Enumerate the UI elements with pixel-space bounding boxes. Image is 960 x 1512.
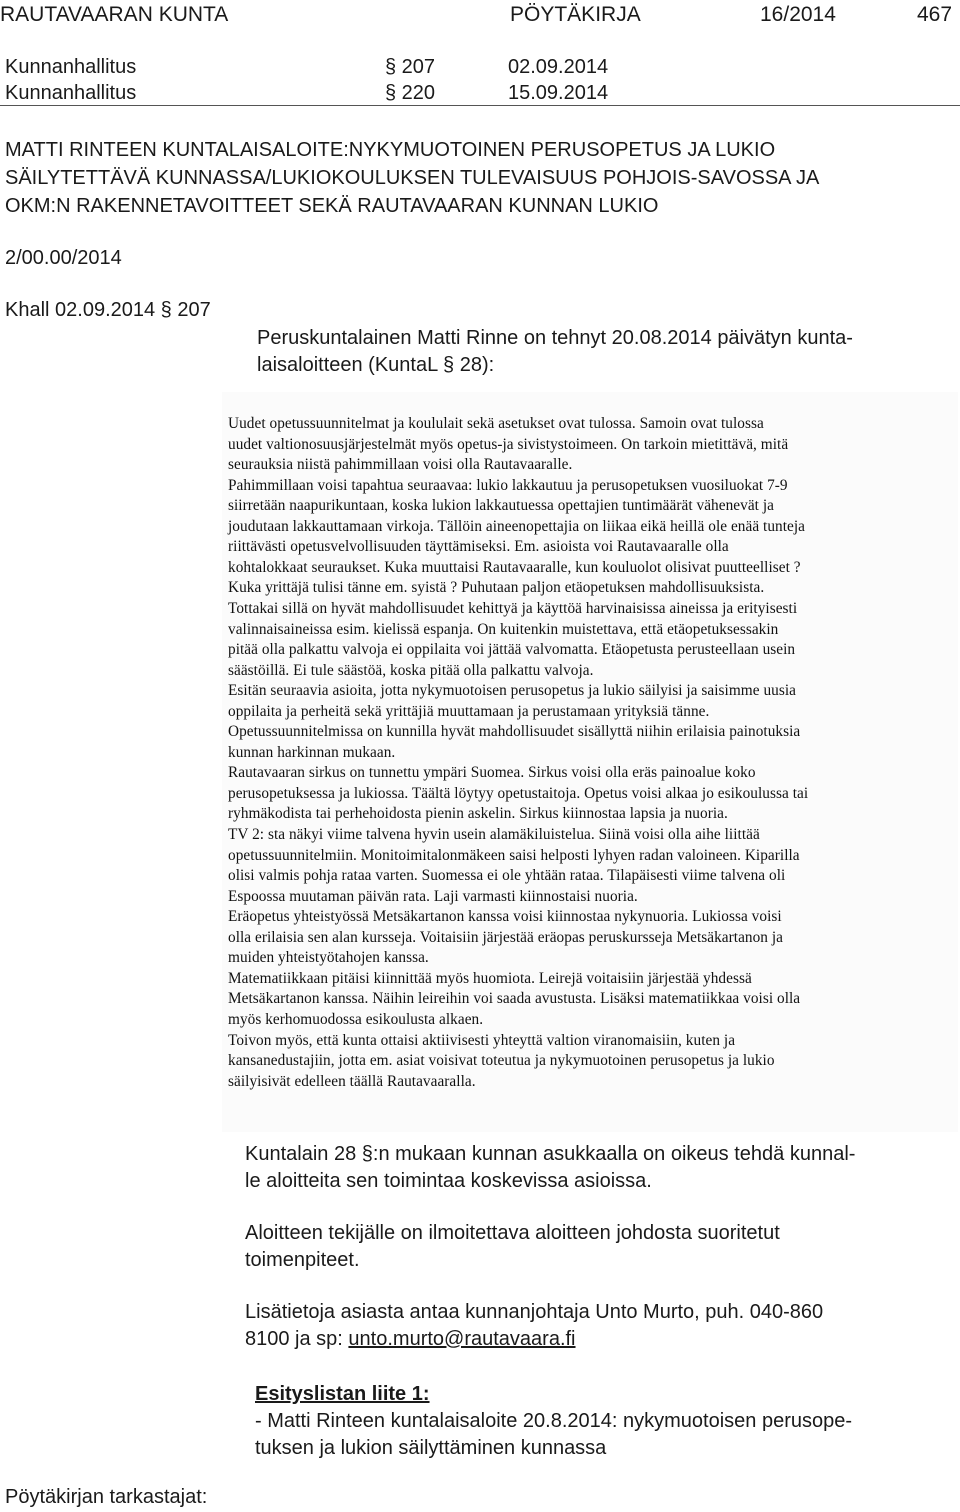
scan-text-line: valinnaisaineissa esim. kielissä espanja. On kuitenkin muistettava, että etäopetuksessakin bbox=[228, 621, 779, 638]
contact-prefix: 8100 ja sp: bbox=[245, 1328, 349, 1350]
scan-text-line: Tottakai sillä on hyvät mahdollisuudet kehittyä ja käyttöä harvinaisissa aineissa ja erityisesti bbox=[228, 600, 798, 617]
attachment-line: - Matti Rinteen kuntalaisaloite 20.8.2014: nykymuotoisen perusope- bbox=[255, 1410, 853, 1432]
scan-text-line: muiden yhteistyötahojen kanssa. bbox=[228, 949, 429, 966]
paragraph-line: Aloitteen tekijälle on ilmoitettava aloitteen johdosta suoritetut bbox=[245, 1222, 780, 1244]
scan-text-line: pitää olla palkattu valvoja ei oppilaita voi jättää valvomatta. Etäopetusta perusteellaan usein bbox=[228, 641, 796, 658]
scan-text-line: riittävästi opetusvelvollisuuden täyttämiseksi. Em. asioista voi Rautavaaralle olla bbox=[228, 538, 729, 555]
title-line: SÄILYTETTÄVÄ KUNNASSA/LUKIOKOULUKSEN TULEVAISUUS POHJOIS-SAVOSSA JA bbox=[5, 167, 820, 189]
scan-text-line: Matematiikkaan pitäisi kiinnittää myös huomiota. Leirejä voitaisiin järjestää yhdessä bbox=[228, 970, 752, 987]
intro-line: laisaloitteen (KuntaL § 28): bbox=[257, 354, 495, 376]
document-type: PÖYTÄKIRJA bbox=[510, 3, 641, 26]
title-line: OKM:N RAKENNETAVOITTEET SEKÄ RAUTAVAARAN KUNNAN LUKIO bbox=[5, 195, 659, 217]
scan-text-line: Kuka yrittäjä tulisi tänne em. syistä ? Puhutaan paljon etäopetuksen mahdollisuuksista. bbox=[228, 579, 765, 596]
scan-text-line: kohtalokkaat seuraukset. Kuka muuttaisi Rautavaaralle, kun kouluolot olisivat puutteelliset ? bbox=[228, 559, 801, 576]
scan-text-line: joudutaan lakkauttamaan virkoja. Tällöin aineenopettajia on liikaa eikä heillä ole enää tunteja bbox=[228, 518, 806, 535]
diary-number: 2/00.00/2014 bbox=[5, 247, 122, 269]
scan-text-line: seurauksia niistä pahimmillaan voisi olla Rautavaaralle. bbox=[228, 456, 573, 473]
header-divider bbox=[0, 105, 960, 106]
title-line: MATTI RINTEEN KUNTALAISALOITE:NYKYMUOTOINEN PERUSOPETUS JA LUKIO bbox=[5, 139, 776, 161]
meeting-section: § 207 bbox=[385, 56, 436, 78]
attachment-heading: Esityslistan liite 1: bbox=[255, 1383, 430, 1405]
scan-text-line: Eräopetus yhteistyössä Metsäkartanon kanssa voisi kiinnostaa nykynuoria. Lukiossa voisi bbox=[228, 908, 782, 925]
scan-text-line: olla erilaisia sen alan kursseja. Voitaisiin järjestää eräopas peruskursseja Metsäkartanon ja bbox=[228, 929, 784, 946]
scan-text-line: uudet valtionosuusjärjestelmät myös opetus-ja sivistystoimeen. On tarkoin mietittävä, mitä bbox=[228, 436, 789, 453]
municipality-name: RAUTAVAARAN KUNTA bbox=[0, 3, 229, 26]
scan-text-line: Toivon myös, että kunta ottaisi aktiivisesti yhteyttä valtion viranomaisiin, kuten ja bbox=[228, 1032, 736, 1049]
scan-text-line: myös kerhomuodossa esikoulusta alkaen. bbox=[228, 1011, 484, 1028]
meeting-body: Kunnanhallitus bbox=[5, 56, 137, 78]
scan-text-line: ryhmäkodista tai perhehoidosta pienin askelin. Sirkus kiinnostaa lapsia ja nuoria. bbox=[228, 805, 728, 822]
meeting-date: 02.09.2014 bbox=[508, 56, 609, 78]
scanned-initiative-image bbox=[222, 392, 958, 1132]
page-number: 467 bbox=[917, 3, 953, 26]
paragraph-line: Kuntalain 28 §:n mukaan kunnan asukkaalla on oikeus tehdä kunnal- bbox=[245, 1143, 856, 1165]
contact-line: Lisätietoja asiasta antaa kunnanjohtaja Unto Murto, puh. 040-860 bbox=[245, 1301, 824, 1323]
scan-text-line: opetussuunnitelmiin. Monitoimitalonmäkeen saisi helposti lyhyen radan valoineen. Kiparilla bbox=[228, 847, 800, 864]
scan-text-line: kansanedustajiin, jotta em. asiat voisivat toteutua ja nykymuotoinen perusopetus ja lukio bbox=[228, 1052, 775, 1069]
paragraph-line: toimenpiteet. bbox=[245, 1249, 360, 1271]
meeting-body: Kunnanhallitus bbox=[5, 82, 137, 104]
intro-line: Peruskuntalainen Matti Rinne on tehnyt 20.08.2014 päivätyn kunta- bbox=[257, 327, 853, 349]
scan-text-line: perusopetuksessa ja lukiossa. Täältä löytyy opetustaitoja. Opetus voisi alkaa jo esikoulussa tai bbox=[228, 785, 809, 802]
attachment-line: tuksen ja lukion säilyttäminen kunnassa bbox=[255, 1437, 607, 1459]
scan-text-line: Metsäkartanon kanssa. Näihin leireihin voi saada avustusta. Lisäksi matematiikkaa voisi olla bbox=[228, 990, 801, 1007]
issue-number: 16/2014 bbox=[760, 3, 836, 26]
scan-text-line: Uudet opetussuunnitelmat ja koululait sekä asetukset ovat tulossa. Samoin ovat tulossa bbox=[228, 415, 764, 432]
paragraph-line: le aloitteita sen toimintaa koskevissa asioissa. bbox=[245, 1170, 652, 1192]
scan-text-line: siirretään naapurikuntaan, koska lukion lakkautuessa opettajien tuntimäärät vähenevät ja bbox=[228, 497, 774, 514]
scan-text-line: Pahimmillaan voisi tapahtua seuraavaa: lukio lakkautuu ja perusopetuksen vuosiluokat 7-9 bbox=[228, 477, 788, 494]
scan-text-line: Esitän seuraavia asioita, jotta nykymuotoisen perusopetus ja lukio säilyisi ja saisimme uusia bbox=[228, 682, 796, 699]
scan-text-line: kunnan harkinnan mukaan. bbox=[228, 744, 396, 761]
meeting-section: § 220 bbox=[385, 82, 436, 104]
scan-text-line: Rautavaaran sirkus on tunnettu ympäri Suomea. Sirkus voisi olla eräs painoalue koko bbox=[228, 764, 756, 781]
scan-text-line: säilyisivät edelleen täällä Rautavaaralla. bbox=[228, 1073, 476, 1090]
meeting-date: 15.09.2014 bbox=[508, 82, 609, 104]
khall-reference: Khall 02.09.2014 § 207 bbox=[5, 299, 211, 321]
email-link[interactable]: unto.murto@rautavaara.fi bbox=[348, 1328, 576, 1350]
scan-text-line: säästöillä. Ei tule säästöä, koska pitää olla palkattu valvoja. bbox=[228, 662, 594, 679]
minutes-checkers-label: Pöytäkirjan tarkastajat: bbox=[5, 1486, 208, 1508]
scan-text-line: Espoossa muutaman päivän rata. Laji varmasti kiinnostaisi nuoria. bbox=[228, 888, 638, 905]
scan-text-line: oppilaita ja perheitä sekä yrittäjiä muuttamaan ja perustamaan yrityksiä tänne. bbox=[228, 703, 710, 720]
contact-line-2 bbox=[245, 1326, 576, 1353]
scan-text-line: Opetussuunnitelmissa on kunnilla hyvät mahdollisuudet sisällyttä niihin erilaisia painotuksia bbox=[228, 723, 801, 740]
scan-text-line: TV 2: sta näkyi viime talvena hyvin usein alamäkiluistelua. Siinä voisi olla aihe liittää bbox=[228, 826, 760, 843]
scan-text-line: olisi valmis pohja rataa varten. Suomessa ei ole yhtään rataa. Tilapäisesti viime talvena oli bbox=[228, 867, 786, 884]
